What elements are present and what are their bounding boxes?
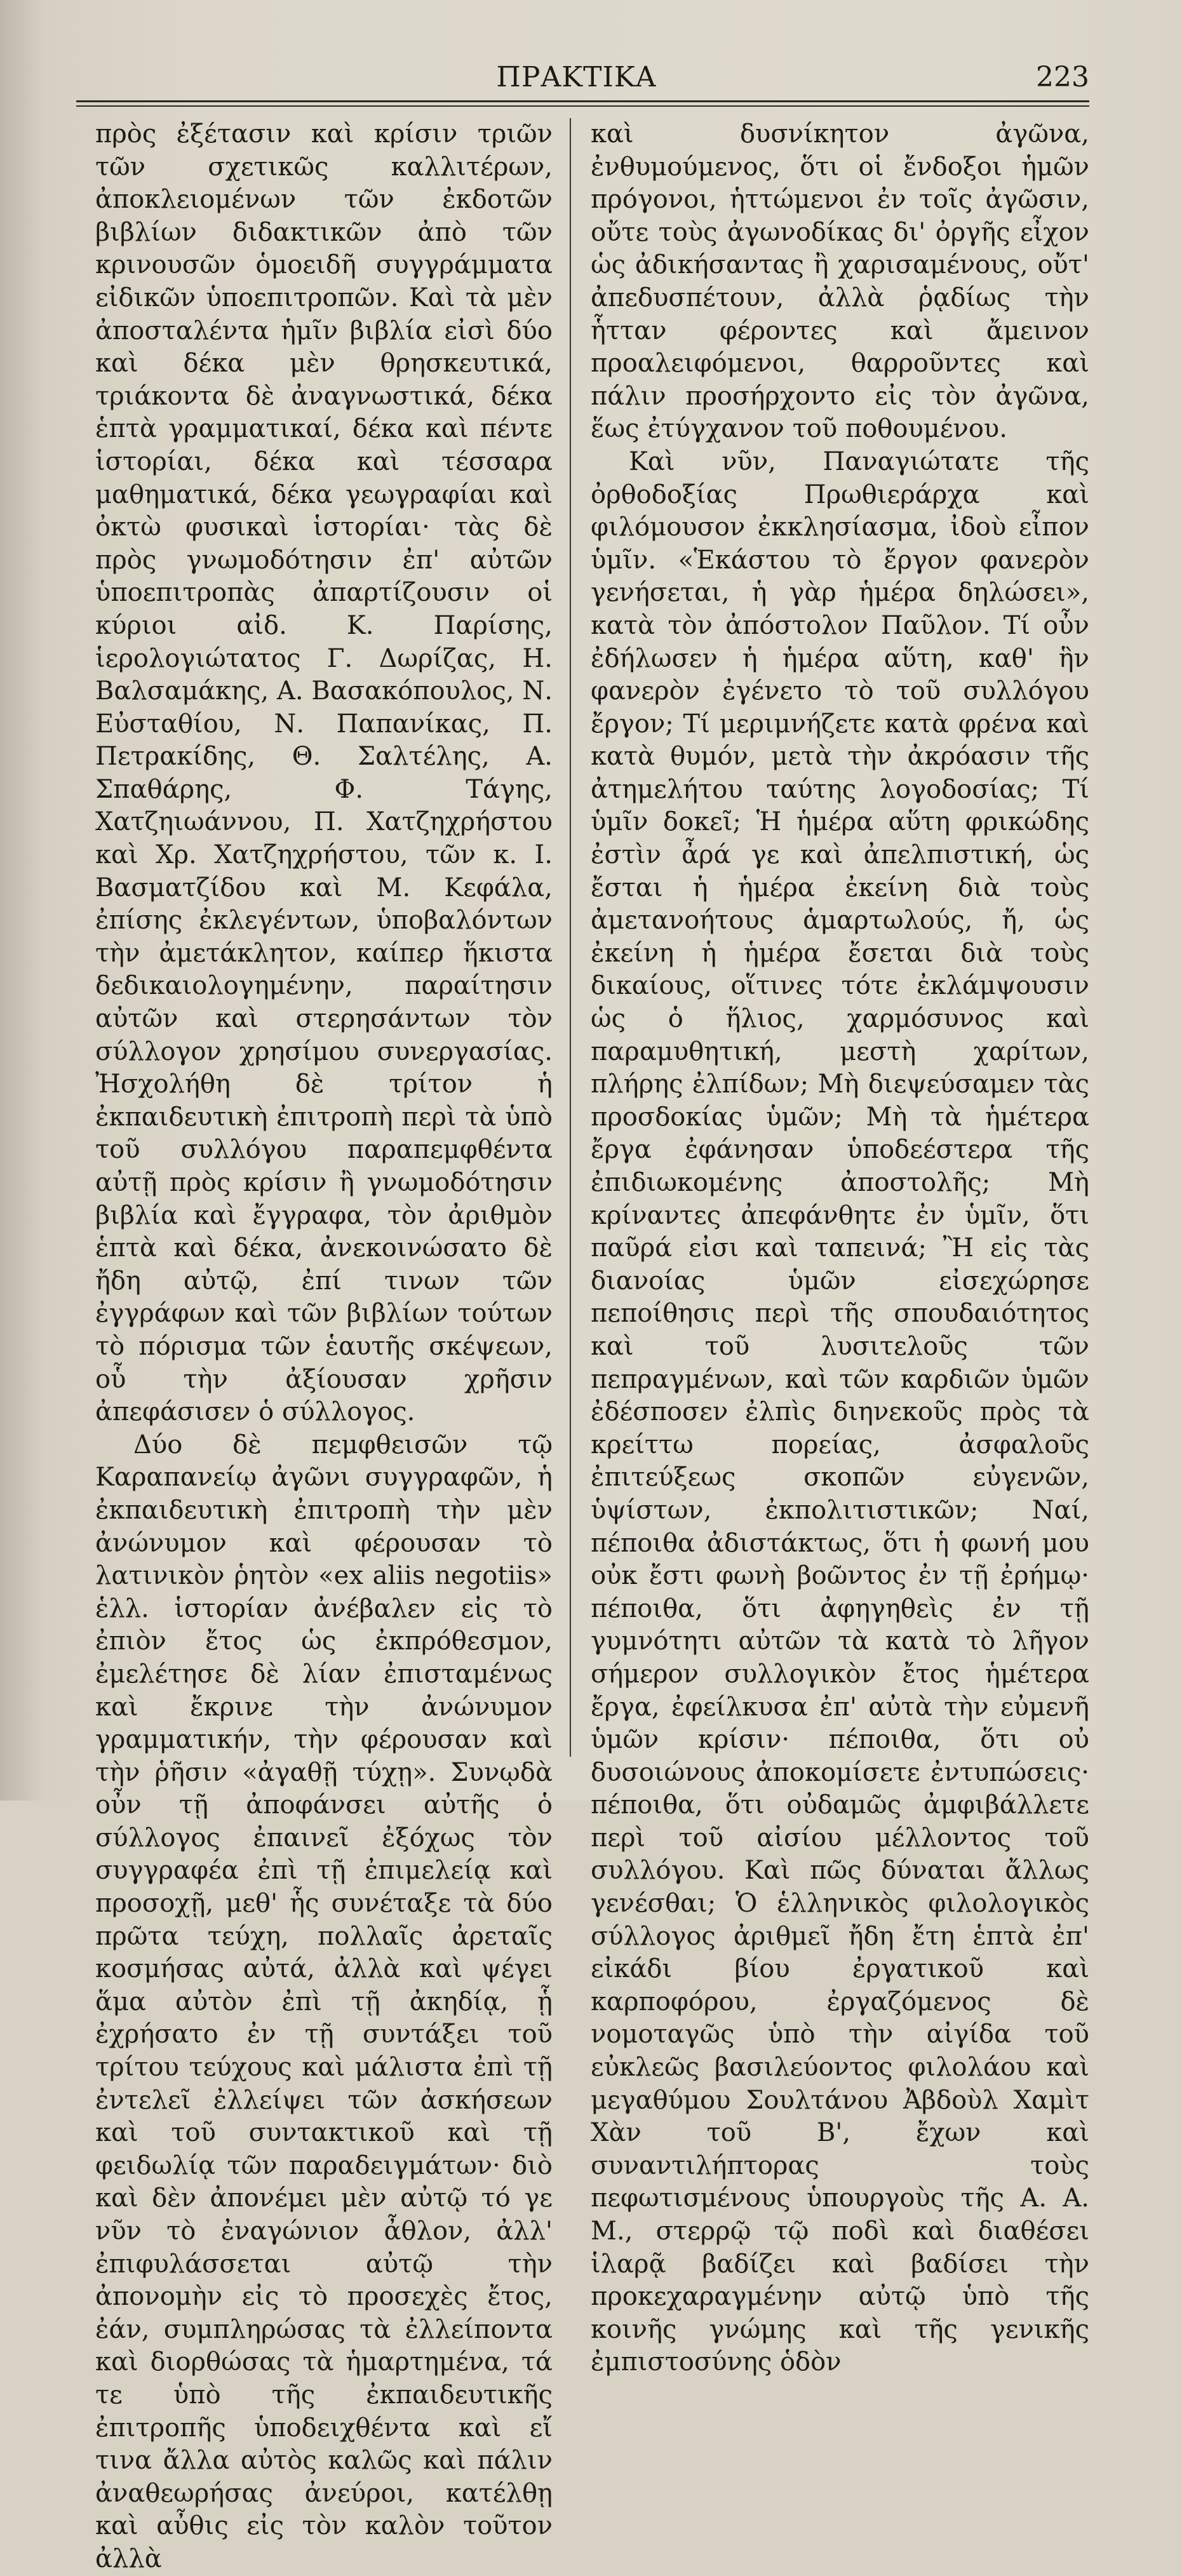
right-paragraph-1: καὶ δυσνίκητον ἀγῶνα, ἐνθυμούμενος, ὅτι οἱ ἔνδοξοι ἡμῶν πρόγονοι, ἡττώμενοι ἐν τοῖς ἀγῶσιν, οὔτε τοὺς ἀγωνοδίκας δι' ὀργῆς εἶχον ὡς ἀδικήσαντας ἢ χαρισαμένους, οὔτ' ἀπεδυσπέτουν, ἀλλὰ ῥᾳδίως τὴν ἧτταν φέροντες καὶ ἄμεινον προαλειφόμενοι, θαρροῦντες καὶ πάλιν προσήρχοντο εἰς τὸν ἀγῶνα, ἕως ἐτύγχανον τοῦ ποθουμένου. <box>591 119 1089 444</box>
left-paragraph-2: Δύο δὲ πεμφθεισῶν τῷ Καραπανείῳ ἀγῶνι συγγραφῶν, ἡ ἐκπαιδευτικὴ ἐπιτροπὴ τὴν μὲν ἀνώνυμον καὶ φέρουσαν τὸ λατινικὸν ῥητὸν «ex aliis negotiis» ἑλλ. ἱστορίαν ἀνέβαλεν εἰς τὸ ἐπιὸν ἔτος ὡς ἐκπρόθεσμον, ἐμελέτησε δὲ λίαν ἐπισταμένως καὶ ἔκρινε τὴν ἀνώνυμον γραμματικήν, τὴν φέρουσαν καὶ τὴν ῥῆσιν «ἀγαθῇ τύχῃ». Συνῳδὰ οὖν τῇ ἀποφάνσει αὐτῆς ὁ σύλλογος ἐπαινεῖ ἐξόχως τὸν συγγραφέα ἐπὶ τῇ ἐπιμελείᾳ καὶ προσοχῇ, μεθ' ἧς συνέταξε τὰ δύο πρῶτα τεύχη, πολλαῖς ἀρεταῖς κοσμήσας αὐτά, ἀλλὰ καὶ ψέγει ἅμα αὐτὸν ἐπὶ τῇ ἀκηδίᾳ, ᾗ ἐχρήσατο ἐν τῇ συντάξει τοῦ τρίτου τεύχους καὶ μάλιστα ἐπὶ τῇ ἐντελεῖ ἐλλείψει τῶν ἀσκήσεων καὶ τοῦ συντακτικοῦ καὶ τῇ φειδωλίᾳ τῶν παραδειγμάτων· διὸ καὶ δὲν ἀπονέμει μὲν αὐτῷ τό γε νῦν τὸ ἐναγώνιον ἆθλον, ἀλλ' ἐπιφυλάσσεται αὐτῷ τὴν ἀπονομὴν εἰς τὸ προσεχὲς ἔτος, ἐάν, συμπληρώσας τὰ ἐλλείποντα καὶ διορθώσας τὰ ἡμαρτημένα, τά τε ὑπὸ τῆς ἐκπαιδευτικῆς ἐπιτροπῆς ὑποδειχθέντα καὶ εἴ τινα ἄλλα αὐτὸς καλῶς καὶ πάλιν ἀναθεωρήσας ἀνεύροι, κατέλθῃ καὶ αὖθις εἰς τὸν καλὸν τοῦτον ἀλλὰ <box>95 1430 553 2573</box>
page-header <box>64 56 1089 100</box>
right-paragraph-2: Καὶ νῦν, Παναγιώτατε τῆς ὀρθοδοξίας Πρωθιεράρχα καὶ φιλόμουσον ἐκκλησίασμα, ἰδοὺ εἶπον ὑμῖν. «Ἑκάστου τὸ ἔργον φανερὸν γενήσεται, ἡ γὰρ ἡμέρα δηλώσει», κατὰ τὸν ἀπόστολον Παῦλον. Τί οὖν ἐδήλωσεν ἡ ἡμέρα αὕτη, καθ' ἣν φανερὸν ἐγένετο τὸ τοῦ συλλόγου ἔργον; Τί μεριμνήζετε κατὰ φρένα καὶ κατὰ θυμόν, μετὰ τὴν ἀκρόασιν τῆς ἀτημελήτου ταύτης λογοδοσίας; Τί ὑμῖν δοκεῖ; Ἡ ἡμέρα αὕτη φρικώδης ἐστὶν ἆρά γε καὶ ἀπελπιστική, ὡς ἔσται ἡ ἡμέρα ἐκείνη διὰ τοὺς ἀμετανοήτους ἁμαρτωλούς, ἤ, ὡς ἐκείνη ἡ ἡμέρα ἔσεται διὰ τοὺς δικαίους, οἵτινες τότε ἐκλάμψουσιν ὡς ὁ ἥλιος, χαρμόσυνος καὶ παραμυθητική, μεστὴ χαρίτων, πλήρης ἐλπίδων; Μὴ διεψεύσαμεν τὰς προσδοκίας ὑμῶν; Μὴ τὰ ἡμέτερα ἔργα ἐφάνησαν ὑποδεέστερα τῆς ἐπιδιωκομένης ἀποστολῆς; Μὴ κρίναντες ἀπεφάνθητε ἐν ὑμῖν, ὅτι παῦρά εἰσι καὶ ταπεινά; Ἢ εἰς τὰς διανοίας ὑμῶν εἰσεχώρησε πεποίθησις περὶ τῆς σπουδαιότητος καὶ τοῦ λυσιτελοῦς τῶν πεπραγμένων, καὶ τῶν καρδιῶν ὑμῶν ἐδέσποσεν ἐλπὶς διηνεκοῦς πρὸς τὰ κρείττω πορείας, ἀσφαλοῦς ἐπιτεύξεως σκοπῶν εὐγενῶν, ὑψίστων, ἐκπολιτιστικῶν; Ναί, πέποιθα ἀδιστάκτως, ὅτι ἡ φωνή μου οὐκ ἔστι φωνὴ βοῶντος ἐν τῇ ἐρήμῳ· πέποιθα, ὅτι ἀφηγηθεὶς ἐν τῇ γυμνότητι αὐτῶν τὰ κατὰ τὸ λῆγον σήμερον συλλογικὸν ἔτος ἡμέτερα ἔργα, ἐφείλκυσα ἐπ' αὐτὰ τὴν εὐμενῆ ὑμῶν κρίσιν· πέποιθα, ὅτι οὐ δυσοιώνους ἀποκομίσετε ἐντυπώσεις· πέποιθα, ὅτι οὐδαμῶς ἀμφιβάλλετε περὶ τοῦ αἰσίου μέλλοντος τοῦ συλλόγου. Καὶ πῶς δύναται ἄλλως γενέσθαι; Ὁ ἑλληνικὸς φιλολογικὸς σύλλογος ἀριθμεῖ ἤδη ἔτη ἑπτὰ ἐπ' εἰκάδι βίου ἐργατικοῦ καὶ καρποφόρου, ἐργαζόμενος δὲ νομοταγῶς ὑπὸ τὴν αἰγίδα τοῦ εὐκλεῶς βασιλεύοντος φιλολάου καὶ μεγαθύμου Σουλτάνου Ἀβδοὺλ Χαμὶτ Χὰν τοῦ Β', ἔχων καὶ συναντιλήπτορας τοὺς πεφωτισμένους ὑπουργοὺς τῆς Α. Α. Μ., στερρῷ τῷ ποδὶ καὶ διαθέσει ἱλαρᾷ βαδίζει καὶ βαδίσει τὴν προκεχαραγμένην αὐτῷ ὑπὸ τῆς κοινῆς γνώμης καὶ τῆς γενικῆς ἐμπιστοσύνης ὁδὸν <box>591 446 1089 2377</box>
left-paragraph-1: πρὸς ἐξέτασιν καὶ κρίσιν τριῶν τῶν σχετικῶς καλλιτέρων, ἀποκλειομένων τῶν ἐκδοτῶν βιβλίων διδακτικῶν ἀπὸ τῶν κρινουσῶν ὁμοειδῆ συγγράμματα εἰδικῶν ὑποεπιτροπῶν. Καὶ τὰ μὲν ἀποσταλέντα ἡμῖν βιβλία εἰσὶ δύο καὶ δέκα μὲν θρησκευτικά, τριάκοντα δὲ ἀναγνωστικά, δέκα ἑπτὰ γραμματικαί, δέκα καὶ πέντε ἱστορίαι, δέκα καὶ τέσσαρα μαθηματικά, δέκα γεωγραφίαι καὶ ὀκτὼ φυσικαὶ ἱστορίαι· τὰς δὲ πρὸς γνωμοδότησιν ἐπ' αὐτῶν ὑποεπιτροπὰς ἀπαρτίζουσιν οἱ κύριοι αἰδ. Κ. Παρίσης, ἱερολογιώτατος Γ. Δωρίζας, Η. Βαλσαμάκης, Α. Βασακόπουλος, Ν. Εὐσταθίου, Ν. Παπανίκας, Π. Πετρακίδης, Θ. Σαλτέλης, Α. Σπαθάρης, Φ. Τάγης, Χατζηιωάννου, Π. Χατζηχρήστου καὶ Χρ. Χατζηχρήστου, τῶν κ. Ι. Βασματζίδου καὶ Μ. Κεφάλα, ἐπίσης ἐκλεγέντων, ὑποβαλόντων τὴν ἀμετάκλητον, καίπερ ἥκιστα δεδικαιολογημένην, παραίτησιν αὐτῶν καὶ στερησάντων τὸν σύλλογον χρησίμου συνεργασίας. Ἠσχολήθη δὲ τρίτον ἡ ἐκπαιδευτικὴ ἐπιτροπὴ περὶ τὰ ὑπὸ τοῦ συλλόγου παραπεμφθέντα αὐτῇ πρὸς κρίσιν ἢ γνωμοδότησιν βιβλία καὶ ἔγγραφα, τὸν ἀριθμὸν ἑπτὰ καὶ δέκα, ἀνεκοινώσατο δὲ ἤδη αὐτῷ, ἐπί τινων τῶν ἐγγράφων καὶ τῶν βιβλίων τούτων τὸ πόρισμα τῶν ἑαυτῆς σκέψεων, οὗ τὴν ἀξίουσαν χρῆσιν ἀπεφάσισεν ὁ σύλλογος. <box>95 119 553 1427</box>
header-rule <box>76 100 1089 102</box>
header-rule-secondary <box>76 105 1089 107</box>
page-number: 223 <box>1036 61 1089 93</box>
column-divider <box>570 118 571 1757</box>
running-title: ΠΡΑΚΤΙΚΑ <box>496 61 657 93</box>
left-column <box>95 118 553 2573</box>
right-column <box>591 118 1089 2377</box>
